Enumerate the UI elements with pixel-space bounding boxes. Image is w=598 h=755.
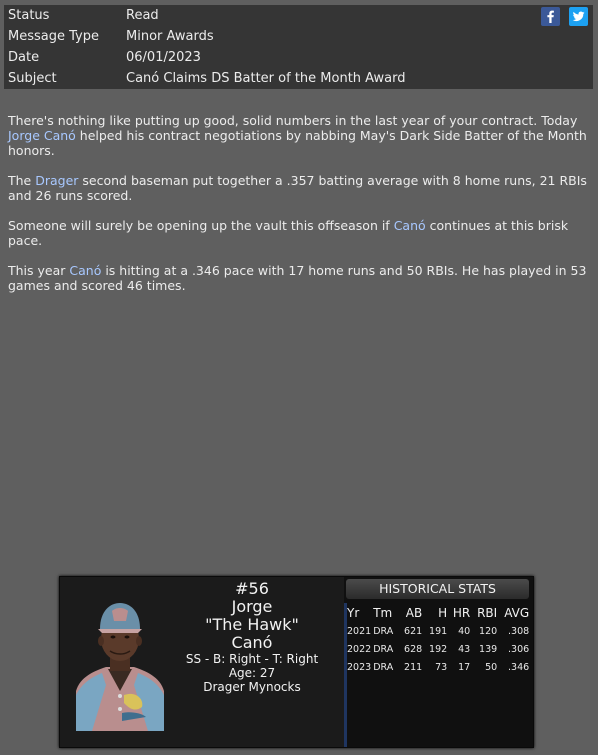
date-value: 06/01/2023 — [126, 50, 201, 65]
historical-stats-table — [347, 604, 529, 676]
stats-col-rbi[interactable]: RBI — [477, 606, 498, 620]
player-link[interactable]: Canó — [69, 263, 102, 278]
player-number: #56 — [235, 579, 269, 598]
message-body — [8, 113, 590, 308]
paragraph-4: This year Canó is hitting at a .346 pace with 17 home runs and 50 RBIs. He has played in 53 games and scored 46 times. — [8, 263, 587, 293]
twitter-icon[interactable] — [569, 7, 588, 26]
status-value: Read — [126, 8, 159, 23]
player-team[interactable]: Drager Mynocks — [203, 680, 301, 694]
player-info — [172, 580, 332, 694]
player-first-name[interactable]: Jorge — [231, 597, 273, 616]
historical-stats-title: HISTORICAL STATS — [346, 579, 529, 599]
subject-value: Canó Claims DS Batter of the Month Award — [126, 71, 406, 86]
message-type-label: Message Type — [8, 29, 99, 44]
player-photo[interactable] — [72, 595, 168, 731]
player-last-name[interactable]: Canó — [231, 633, 273, 652]
player-card — [59, 576, 534, 748]
paragraph-3: Someone will surely be opening up the vault this offseason if Canó continues at this brisk pace. — [8, 218, 569, 248]
subject-label: Subject — [8, 71, 57, 86]
paragraph-2: The Drager second baseman put together a .357 batting average with 8 home runs, 21 RBIs and 26 runs scored. — [8, 173, 587, 203]
table-row: 2022 DRA 628 192 43 139 .306 — [347, 643, 530, 655]
stats-header-row — [347, 604, 529, 622]
player-nickname: "The Hawk" — [205, 615, 299, 634]
table-row: 2023 DRA 211 73 17 50 .346 — [347, 661, 530, 673]
facebook-icon[interactable] — [541, 7, 560, 26]
stats-col-ab[interactable]: AB — [405, 606, 423, 620]
team-link[interactable]: Drager — [35, 173, 79, 188]
stats-col-year[interactable]: Yr — [347, 606, 360, 620]
message-header — [4, 5, 593, 89]
stats-col-h[interactable]: H — [438, 606, 448, 620]
date-label: Date — [8, 50, 40, 65]
table-row: 2021 DRA 621 191 40 120 .308 — [347, 625, 530, 637]
paragraph-1: There's nothing like putting up good, solid numbers in the last year of your contract. Today Jorge Canó helped his contract negotiations by nabbing May's Dark Side Batter of the Month honors. — [8, 113, 587, 158]
stats-col-team[interactable]: Tm — [373, 606, 393, 620]
player-age: Age: 27 — [228, 666, 276, 680]
status-label: Status — [8, 8, 50, 23]
stats-col-hr[interactable]: HR — [452, 606, 471, 620]
message-type-value: Minor Awards — [126, 29, 214, 44]
historical-stats-panel — [344, 577, 533, 747]
player-link[interactable]: Jorge Canó — [8, 128, 76, 143]
player-link[interactable]: Canó — [393, 218, 426, 233]
player-position: SS - B: Right - T: Right — [185, 652, 319, 666]
stats-col-avg[interactable]: AVG — [504, 606, 530, 620]
